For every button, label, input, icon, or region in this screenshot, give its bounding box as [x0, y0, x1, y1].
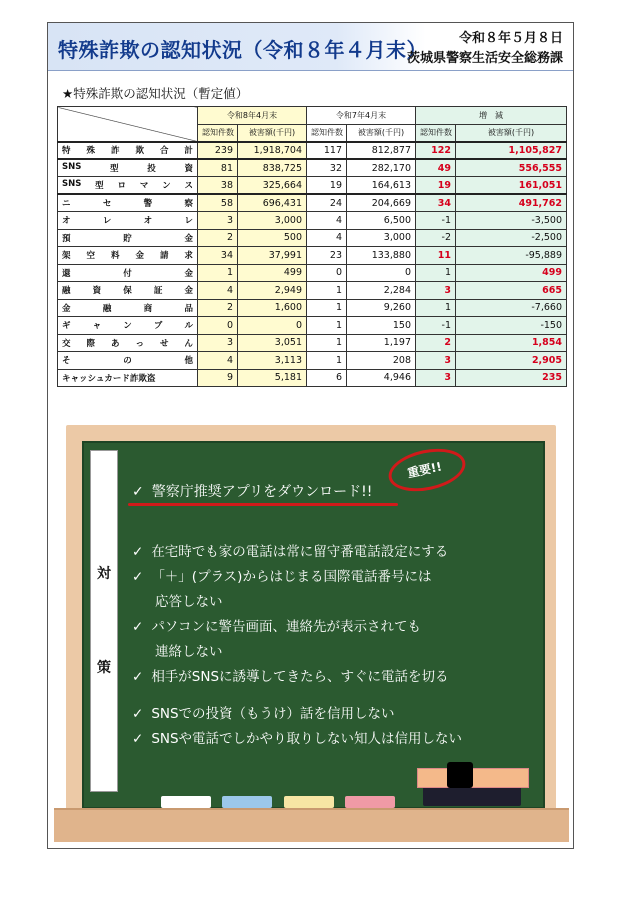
count-previous: 1 — [307, 299, 347, 317]
damage-diff: -2,500 — [456, 229, 567, 247]
row-label-part: ニ — [62, 199, 71, 209]
table-row — [58, 282, 567, 300]
row-label — [58, 247, 198, 265]
advice-text: SNSでの投資（もうけ）話を信用しない — [151, 706, 395, 722]
fraud-stats-table — [57, 106, 567, 387]
check-mark-icon: ✓ — [132, 544, 144, 560]
table-row — [58, 299, 567, 317]
table-row — [58, 159, 567, 177]
count-previous: 117 — [307, 142, 347, 160]
damage-diff: 491,762 — [456, 194, 567, 212]
row-label-part: 察 — [184, 199, 193, 209]
group-header-current: 令和8年4月末 — [198, 107, 307, 125]
count-current: 239 — [198, 142, 238, 160]
check-mark-icon: ✓ — [132, 669, 144, 685]
damage-current: 5,181 — [238, 369, 307, 387]
check-mark-icon: ✓ — [132, 731, 144, 747]
damage-diff: -95,889 — [456, 247, 567, 265]
count-current: 9 — [198, 369, 238, 387]
row-label-part: 際 — [86, 338, 95, 349]
count-previous: 24 — [307, 194, 347, 212]
countermeasures-label — [90, 450, 118, 792]
pink-chalk — [345, 796, 395, 808]
row-label-part: オ — [143, 216, 153, 227]
row-label-part: マ — [139, 181, 149, 191]
advice-item — [132, 615, 421, 635]
check-mark-icon: ✓ — [132, 484, 144, 500]
damage-current: 1,918,704 — [238, 142, 307, 160]
row-label — [58, 159, 198, 177]
advice-item — [132, 540, 448, 560]
count-diff: 19 — [416, 177, 456, 195]
damage-previous: 150 — [347, 317, 416, 335]
count-current: 81 — [198, 159, 238, 177]
row-label-part: っ — [135, 338, 144, 349]
damage-diff: 1,105,827 — [456, 142, 567, 160]
row-label-part: ャ — [92, 321, 102, 332]
side-label-bottom: 策 — [97, 660, 111, 676]
damage-previous: 133,880 — [347, 247, 416, 265]
row-label-part: 警 — [143, 199, 153, 209]
damage-diff: 161,051 — [456, 177, 567, 195]
row-label-part: 計 — [184, 146, 193, 157]
subheader-cell: 被害額(千円) — [347, 124, 416, 142]
row-label-part: 商 — [143, 303, 153, 314]
count-current: 58 — [198, 194, 238, 212]
row-label-part: 架 — [62, 251, 71, 262]
damage-current: 838,725 — [238, 159, 307, 177]
page-title: 特殊詐欺の認知状況（令和８年４月末） — [58, 38, 427, 62]
advice-item — [132, 565, 431, 585]
advice-text: 相手がSNSに誘導してきたら、すぐに電話を切る — [151, 669, 449, 685]
headline-line — [132, 481, 372, 501]
row-label-part: ン — [123, 321, 132, 332]
row-label-part: ん — [184, 338, 193, 349]
row-label-part: 融 — [102, 303, 112, 314]
row-label-part: ス — [184, 181, 193, 191]
table-row — [58, 212, 567, 230]
yellow-chalk — [284, 796, 334, 808]
row-label-part: ル — [184, 321, 193, 332]
row-label-part: 合 — [159, 146, 169, 157]
row-label-part: 交 — [62, 338, 71, 349]
advice-item — [132, 727, 462, 747]
damage-current: 3,113 — [238, 352, 307, 370]
table-row — [58, 264, 567, 282]
subheader-cell: 被害額(千円) — [238, 124, 307, 142]
row-label — [58, 212, 198, 230]
important-label: 重要!! — [406, 459, 444, 481]
department-name: 茨城県警察生活安全総務課 — [406, 51, 563, 66]
table-row — [58, 194, 567, 212]
count-diff: 3 — [416, 352, 456, 370]
count-diff: 122 — [416, 142, 456, 160]
damage-diff: 499 — [456, 264, 567, 282]
row-label-part: 型 — [110, 164, 119, 174]
row-label-part: 還 — [62, 268, 71, 279]
row-label — [58, 142, 198, 160]
row-label-part: SNS — [62, 179, 82, 189]
advice-text: パソコンに警告画面、連絡先が表示されても — [151, 619, 422, 635]
damage-current: 499 — [238, 264, 307, 282]
row-label-part: 品 — [184, 303, 193, 314]
row-label-part: ギ — [62, 321, 71, 332]
row-label-part: 金 — [62, 303, 71, 314]
count-current: 2 — [198, 299, 238, 317]
count-previous: 1 — [307, 334, 347, 352]
damage-current: 0 — [238, 317, 307, 335]
row-label — [58, 177, 198, 195]
row-label-part: セ — [102, 199, 112, 209]
row-label-part: 融 — [62, 286, 71, 297]
subheader-cell: 認知件数 — [198, 124, 238, 142]
damage-current: 500 — [238, 229, 307, 247]
damage-diff: -150 — [456, 317, 567, 335]
check-mark-icon: ✓ — [132, 619, 144, 635]
row-label — [58, 299, 198, 317]
advice-text: 「＋」(プラス)からはじまる国際電話番号には — [151, 569, 432, 585]
damage-diff: 665 — [456, 282, 567, 300]
count-previous: 23 — [307, 247, 347, 265]
white-chalk — [161, 796, 211, 808]
advice-text: 在宅時でも家の電話は常に留守番電話設定にする — [151, 544, 449, 560]
check-mark-icon: ✓ — [132, 706, 144, 722]
row-label-part: ン — [162, 181, 171, 191]
damage-diff: -3,500 — [456, 212, 567, 230]
row-label — [58, 194, 198, 212]
count-diff: 3 — [416, 369, 456, 387]
count-previous: 0 — [307, 264, 347, 282]
subheader-cell: 認知件数 — [416, 124, 456, 142]
count-diff: -1 — [416, 212, 456, 230]
table-row — [58, 352, 567, 370]
count-diff: -2 — [416, 229, 456, 247]
section-subtitle: ★特殊詐欺の認知状況（暫定値） — [62, 86, 249, 101]
row-label-part: 資 — [184, 164, 193, 174]
count-current: 0 — [198, 317, 238, 335]
count-previous: 1 — [307, 282, 347, 300]
side-label-top: 対 — [97, 566, 111, 582]
group-header-diff: 増 減 — [416, 107, 567, 125]
count-diff: -1 — [416, 317, 456, 335]
row-label-part: 資 — [92, 286, 102, 297]
row-label-part: ブ — [153, 321, 163, 332]
damage-previous: 1,197 — [347, 334, 416, 352]
damage-current: 3,000 — [238, 212, 307, 230]
damage-diff: 1,854 — [456, 334, 567, 352]
row-label-part: 型 — [95, 181, 104, 191]
count-previous: 1 — [307, 317, 347, 335]
damage-current: 3,051 — [238, 334, 307, 352]
count-current: 2 — [198, 229, 238, 247]
row-label-part: 保 — [123, 286, 132, 297]
row-label-part: 詐 — [110, 146, 120, 157]
count-diff: 34 — [416, 194, 456, 212]
count-current: 4 — [198, 282, 238, 300]
chalk-tray — [54, 808, 569, 842]
damage-previous: 3,000 — [347, 229, 416, 247]
row-label — [58, 229, 198, 247]
row-label-part: の — [123, 356, 132, 367]
advice-text-continued: 応答しない — [155, 594, 223, 610]
row-label-part: 付 — [123, 268, 132, 279]
row-label-part: 金 — [184, 286, 193, 297]
row-label-part: せ — [159, 338, 169, 349]
damage-diff: 556,555 — [456, 159, 567, 177]
table-row — [58, 334, 567, 352]
damage-previous: 2,284 — [347, 282, 416, 300]
row-label-part: 料 — [110, 251, 120, 262]
count-current: 3 — [198, 334, 238, 352]
row-label — [58, 317, 198, 335]
damage-previous: 4,946 — [347, 369, 416, 387]
damage-previous: 164,613 — [347, 177, 416, 195]
count-current: 34 — [198, 247, 238, 265]
row-label-part: 証 — [153, 286, 163, 297]
row-label — [58, 264, 198, 282]
count-diff: 2 — [416, 334, 456, 352]
row-label-part: 預 — [62, 233, 71, 244]
check-mark-icon: ✓ — [132, 569, 144, 585]
table-row — [58, 177, 567, 195]
damage-current: 2,949 — [238, 282, 307, 300]
group-header-previous: 令和7年4月末 — [307, 107, 416, 125]
row-label-part: レ — [184, 216, 193, 227]
damage-previous: 0 — [347, 264, 416, 282]
corner-cell — [58, 107, 198, 142]
row-label-part: 投 — [147, 164, 156, 174]
eraser-base — [423, 786, 521, 806]
advice-item — [132, 702, 395, 722]
damage-previous: 9,260 — [347, 299, 416, 317]
eraser — [417, 768, 529, 788]
damage-diff: 235 — [456, 369, 567, 387]
count-previous: 4 — [307, 212, 347, 230]
row-label-part: 殊 — [86, 146, 95, 157]
count-diff: 1 — [416, 299, 456, 317]
row-label-part: 金 — [135, 251, 144, 262]
damage-previous: 208 — [347, 352, 416, 370]
damage-previous: 812,877 — [347, 142, 416, 160]
count-current: 3 — [198, 212, 238, 230]
row-label-part: 欺 — [135, 146, 144, 157]
damage-previous: 204,669 — [347, 194, 416, 212]
row-label-part: そ — [62, 356, 71, 367]
damage-current: 1,600 — [238, 299, 307, 317]
row-label-part: あ — [110, 338, 120, 349]
advice-text: SNSや電話でしかやり取りしない知人は信用しない — [151, 731, 463, 747]
count-diff: 11 — [416, 247, 456, 265]
table-row — [58, 317, 567, 335]
issue-date: 令和８年５月８日 — [458, 31, 563, 46]
subheader-cell: 認知件数 — [307, 124, 347, 142]
row-label-part: 金 — [184, 233, 193, 244]
row-label-part: 求 — [184, 251, 193, 262]
row-label-part: 金 — [184, 268, 193, 279]
blue-chalk — [222, 796, 272, 808]
count-current: 4 — [198, 352, 238, 370]
row-label-part: 特 — [62, 146, 71, 157]
count-current: 1 — [198, 264, 238, 282]
count-previous: 6 — [307, 369, 347, 387]
eraser-handle — [447, 762, 473, 788]
row-label-part: SNS — [62, 162, 82, 172]
count-previous: 32 — [307, 159, 347, 177]
damage-diff: -7,660 — [456, 299, 567, 317]
table-body — [58, 142, 567, 387]
table-row — [58, 229, 567, 247]
table-row — [58, 369, 567, 387]
row-label-part: 請 — [159, 251, 169, 262]
count-previous: 4 — [307, 229, 347, 247]
row-label-part: レ — [102, 216, 112, 227]
damage-current: 37,991 — [238, 247, 307, 265]
damage-current: 696,431 — [238, 194, 307, 212]
damage-diff: 2,905 — [456, 352, 567, 370]
row-label-part: 他 — [184, 356, 193, 367]
count-diff: 1 — [416, 264, 456, 282]
damage-current: 325,664 — [238, 177, 307, 195]
row-label-part: 貯 — [123, 233, 132, 244]
headline-underline — [128, 503, 398, 506]
table-row — [58, 142, 567, 160]
row-label-part: オ — [62, 216, 71, 227]
count-current: 38 — [198, 177, 238, 195]
subheader-cell: 被害額(千円) — [456, 124, 567, 142]
damage-previous: 6,500 — [347, 212, 416, 230]
row-label-part: 空 — [86, 251, 95, 262]
count-previous: 1 — [307, 352, 347, 370]
count-previous: 19 — [307, 177, 347, 195]
advice-text-continued: 連絡しない — [155, 644, 223, 660]
row-label-part: キャッシュカード詐欺盗 — [62, 373, 156, 384]
header-banner — [48, 23, 573, 71]
advice-item — [132, 665, 449, 685]
table-row — [58, 247, 567, 265]
row-label — [58, 334, 198, 352]
row-label — [58, 369, 198, 387]
row-label-part: ロ — [117, 181, 127, 191]
damage-previous: 282,170 — [347, 159, 416, 177]
headline-text: 警察庁推奨アプリをダウンロード!! — [151, 484, 373, 500]
count-diff: 49 — [416, 159, 456, 177]
row-label — [58, 282, 198, 300]
row-label — [58, 352, 198, 370]
count-diff: 3 — [416, 282, 456, 300]
